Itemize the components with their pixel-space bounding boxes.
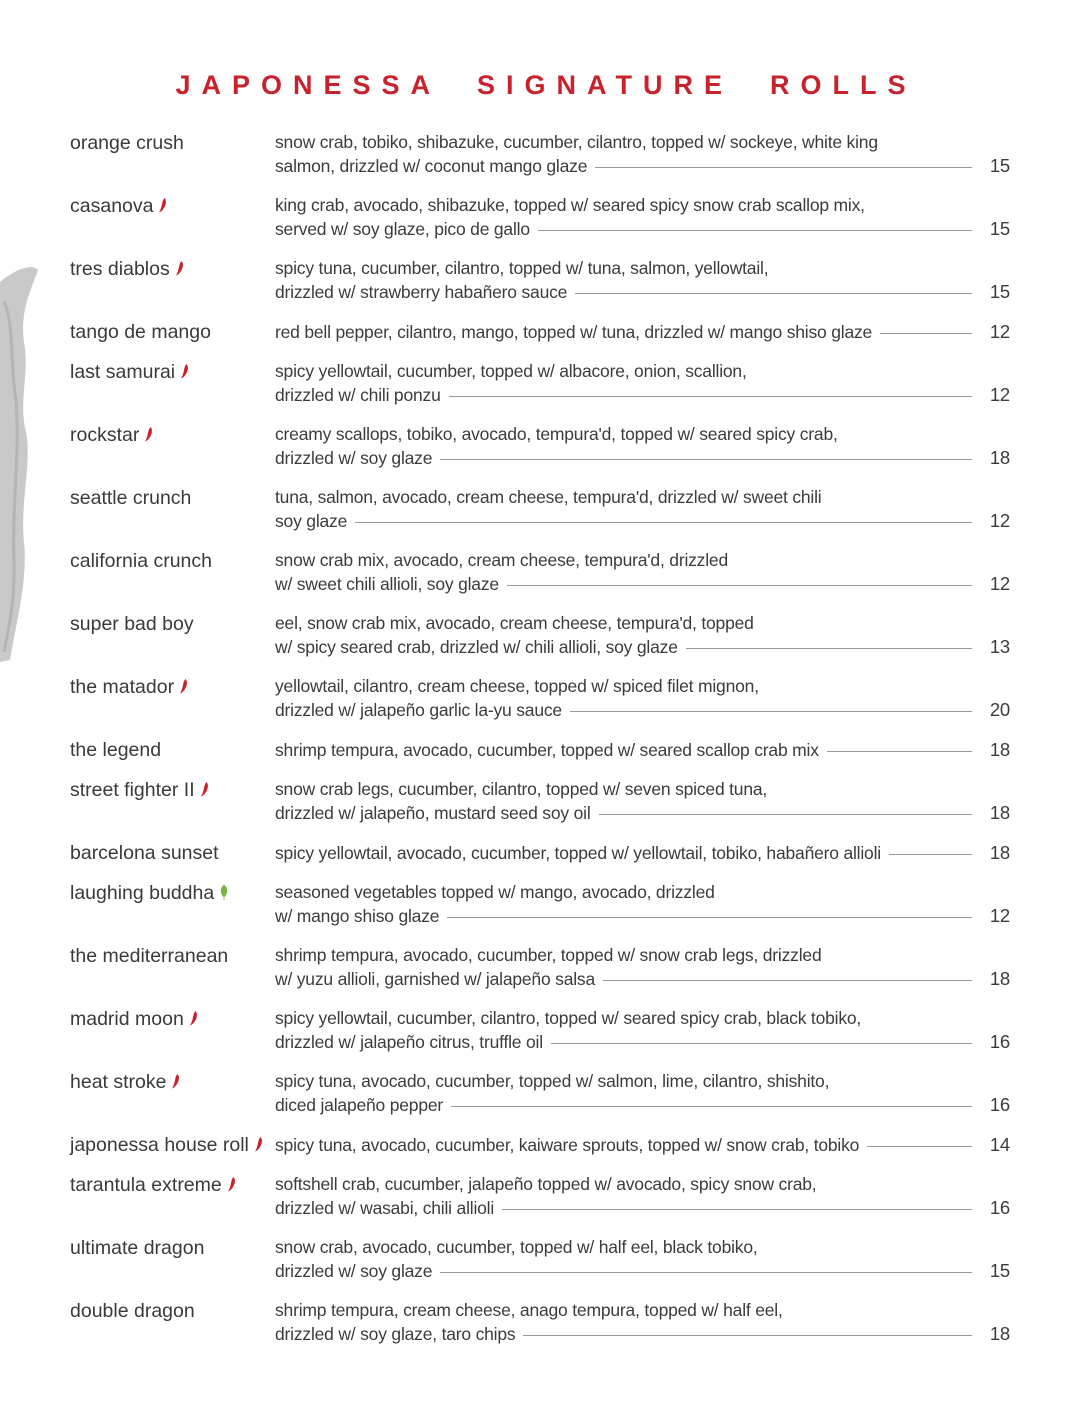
item-description [275,423,1010,470]
item-name [70,486,191,510]
item-description [275,486,1010,533]
chili-pepper-icon [171,1073,181,1089]
item-description [275,675,1010,722]
item-name [70,320,211,344]
description-price-line [275,904,1010,928]
item-price: 16 [989,1094,1010,1115]
item-price: 15 [989,218,1010,239]
item-description [275,738,1010,762]
item-price: 18 [989,968,1010,989]
description-line: drizzled w/ soy glaze, taro chips [275,1324,516,1344]
item-name [70,1070,181,1094]
description-line: w/ sweet chili allioli, soy glaze [275,574,499,594]
item-description [275,360,1010,407]
description-line: eel, snow crab mix, avocado, cream cheese, tempura'd, topped [275,613,754,633]
item-name [70,549,212,573]
description-line: snow crab, tobiko, shibazuke, cucumber, cilantro, topped w/ sockeye, white king [275,132,878,152]
price-leader-line [827,751,972,752]
item-name-text: tres diablos [70,258,170,280]
item-price: 16 [989,1031,1010,1052]
item-price: 15 [989,1260,1010,1281]
description-price-line [275,841,1010,865]
item-name [70,360,190,384]
chili-pepper-icon [180,363,190,379]
item-name [70,841,219,865]
description-line: shrimp tempura, avocado, cucumber, topped w/ snow crab legs, drizzled [275,945,822,965]
chili-pepper-icon [144,426,154,442]
item-price: 18 [989,447,1010,468]
item-name [70,131,184,155]
item-name [70,612,194,636]
description-line: snow crab legs, cucumber, cilantro, topped w/ seven spiced tuna, [275,779,768,799]
description-price-line [275,967,1010,991]
item-name-text: ultimate dragon [70,1237,205,1259]
item-name [70,738,161,762]
item-name [70,1299,195,1323]
item-name-text: the matador [70,676,175,698]
description-line: yellowtail, cilantro, cream cheese, topped w/ spiced filet mignon, [275,676,759,696]
vegetarian-leaf-icon [219,884,229,900]
item-description [275,320,1010,344]
item-name-text: last samurai [70,361,176,383]
description-line: snow crab, avocado, cucumber, topped w/ half eel, black tobiko, [275,1237,758,1257]
item-description [275,944,1010,991]
item-name [70,1236,204,1260]
price-leader-line [575,293,972,294]
item-price: 18 [989,1323,1010,1344]
chili-pepper-icon [227,1176,237,1192]
price-leader-line [447,917,972,918]
description-price-line [275,383,1010,407]
item-name [70,1173,237,1197]
item-price: 14 [989,1134,1010,1155]
description-line: drizzled w/ soy glaze [275,1261,433,1281]
item-name-text: double dragon [70,1300,195,1322]
description-line: drizzled w/ wasabi, chili allioli [275,1198,495,1218]
description-price-line [275,1322,1010,1346]
item-price: 20 [989,699,1010,720]
description-price-line [275,1030,1010,1054]
item-description [275,1133,1010,1157]
item-description [275,881,1010,928]
item-price: 12 [989,573,1010,594]
description-line: seasoned vegetables topped w/ mango, avocado, drizzled [275,882,715,902]
description-line: tuna, salmon, avocado, cream cheese, tempura'd, drizzled w/ sweet chili [275,487,822,507]
description-line: red bell pepper, cilantro, mango, topped w/ tuna, drizzled w/ mango shiso glaze [275,322,873,342]
price-leader-line [889,854,972,855]
item-description [275,131,1010,178]
price-leader-line [355,522,972,523]
description-line: diced jalapeño pepper [275,1095,444,1115]
description-price-line [275,635,1010,659]
description-line: snow crab mix, avocado, cream cheese, tempura'd, drizzled [275,550,728,570]
price-leader-line [603,980,972,981]
description-line: served w/ soy glaze, pico de gallo [275,219,530,239]
price-leader-line [440,459,972,460]
item-name-text: super bad boy [70,613,194,635]
chili-pepper-icon [158,197,168,213]
description-price-line [275,1196,1010,1220]
description-line: soy glaze [275,511,348,531]
description-price-line [275,446,1010,470]
price-leader-line [686,648,972,649]
chili-pepper-icon [189,1010,199,1026]
item-name [70,944,228,968]
item-description [275,1236,1010,1283]
item-name-text: laughing buddha [70,882,215,904]
description-price-line [275,801,1010,825]
description-line: spicy tuna, avocado, cucumber, kaiware sprouts, topped w/ snow crab, tobiko [275,1135,860,1155]
description-price-line [275,320,1010,344]
price-leader-line [451,1106,972,1107]
item-name-text: barcelona sunset [70,842,219,864]
item-name-text: tango de mango [70,321,211,343]
item-description [275,1070,1010,1117]
item-name [70,881,229,905]
chili-pepper-icon [254,1136,264,1152]
description-line: softshell crab, cucumber, jalapeño topped w/ avocado, spicy snow crab, [275,1174,817,1194]
item-price: 18 [989,802,1010,823]
item-name-text: japonessa house roll [70,1134,249,1156]
description-line: creamy scallops, tobiko, avocado, tempura'd, topped w/ seared spicy crab, [275,424,838,444]
description-price-line [275,572,1010,596]
description-line: drizzled w/ jalapeño citrus, truffle oil [275,1032,543,1052]
item-description [275,1173,1010,1220]
item-name [70,1007,199,1031]
item-name-text: the mediterranean [70,945,229,967]
item-price: 18 [989,842,1010,863]
item-name [70,778,210,802]
item-name-text: orange crush [70,132,184,154]
brush-stroke-decoration [0,262,44,662]
item-description [275,257,1010,304]
item-price: 12 [989,321,1010,342]
item-name-text: street fighter II [70,779,195,801]
item-name [70,423,154,447]
item-name-text: tarantula extreme [70,1174,222,1196]
description-price-line [275,1093,1010,1117]
description-price-line [275,154,1010,178]
description-line: spicy tuna, cucumber, cilantro, topped w/ tuna, salmon, yellowtail, [275,258,769,278]
price-leader-line [551,1043,972,1044]
description-line: king crab, avocado, shibazuke, topped w/ seared spicy snow crab scallop mix, [275,195,865,215]
item-price: 12 [989,384,1010,405]
chili-pepper-icon [175,260,185,276]
item-name-text: heat stroke [70,1071,167,1093]
description-line: spicy yellowtail, cucumber, topped w/ albacore, onion, scallion, [275,361,747,381]
price-leader-line [440,1272,972,1273]
item-description [275,778,1010,825]
description-line: drizzled w/ soy glaze [275,448,433,468]
item-description [275,194,1010,241]
item-description [275,1007,1010,1054]
chili-pepper-icon [200,781,210,797]
description-line: spicy tuna, avocado, cucumber, topped w/ salmon, lime, cilantro, shishito, [275,1071,830,1091]
item-name-text: rockstar [70,424,140,446]
description-line: shrimp tempura, cream cheese, anago tempura, topped w/ half eel, [275,1300,783,1320]
item-description [275,1299,1010,1346]
menu-title: JAPONESSA SIGNATURE ROLLS [175,70,917,100]
price-leader-line [570,711,972,712]
description-line: drizzled w/ jalapeño garlic la-yu sauce [275,700,562,720]
description-line: drizzled w/ strawberry habañero sauce [275,282,568,302]
item-price: 12 [989,905,1010,926]
item-name [70,194,168,218]
item-price: 15 [989,155,1010,176]
description-line: drizzled w/ jalapeño, mustard seed soy oil [275,803,591,823]
item-price: 18 [989,739,1010,760]
price-leader-line [880,333,972,334]
description-line: salmon, drizzled w/ coconut mango glaze [275,156,588,176]
item-price: 12 [989,510,1010,531]
item-name-text: the legend [70,739,162,761]
item-name-text: seattle crunch [70,487,192,509]
description-price-line [275,509,1010,533]
description-line: shrimp tempura, avocado, cucumber, topped w/ seared scallop crab mix [275,740,819,760]
price-leader-line [523,1335,972,1336]
price-leader-line [449,396,972,397]
description-line: spicy yellowtail, avocado, cucumber, topped w/ yellowtail, tobiko, habañero allioli [275,843,881,863]
item-price: 13 [989,636,1010,657]
item-name [70,675,189,699]
item-description [275,841,1010,865]
item-price: 15 [989,281,1010,302]
price-leader-line [595,167,972,168]
description-line: spicy yellowtail, cucumber, cilantro, topped w/ seared spicy crab, black tobiko, [275,1008,862,1028]
item-name-text: california crunch [70,550,212,572]
description-line: w/ mango shiso glaze [275,906,440,926]
item-name [70,257,185,281]
price-leader-line [502,1209,972,1210]
price-leader-line [538,230,972,231]
item-description [275,549,1010,596]
description-price-line [275,1133,1010,1157]
item-description [275,612,1010,659]
price-leader-line [599,814,972,815]
description-price-line [275,698,1010,722]
item-name [70,1133,264,1157]
price-leader-line [867,1146,972,1147]
price-leader-line [507,585,972,586]
item-price: 16 [989,1197,1010,1218]
description-line: drizzled w/ chili ponzu [275,385,441,405]
item-name-text: casanova [70,195,154,217]
description-price-line [275,217,1010,241]
description-price-line [275,1259,1010,1283]
description-price-line [275,280,1010,304]
description-line: w/ spicy seared crab, drizzled w/ chili allioli, soy glaze [275,637,678,657]
description-line: w/ yuzu allioli, garnished w/ jalapeño salsa [275,969,595,989]
description-price-line [275,738,1010,762]
item-name-text: madrid moon [70,1008,184,1030]
chili-pepper-icon [179,678,189,694]
